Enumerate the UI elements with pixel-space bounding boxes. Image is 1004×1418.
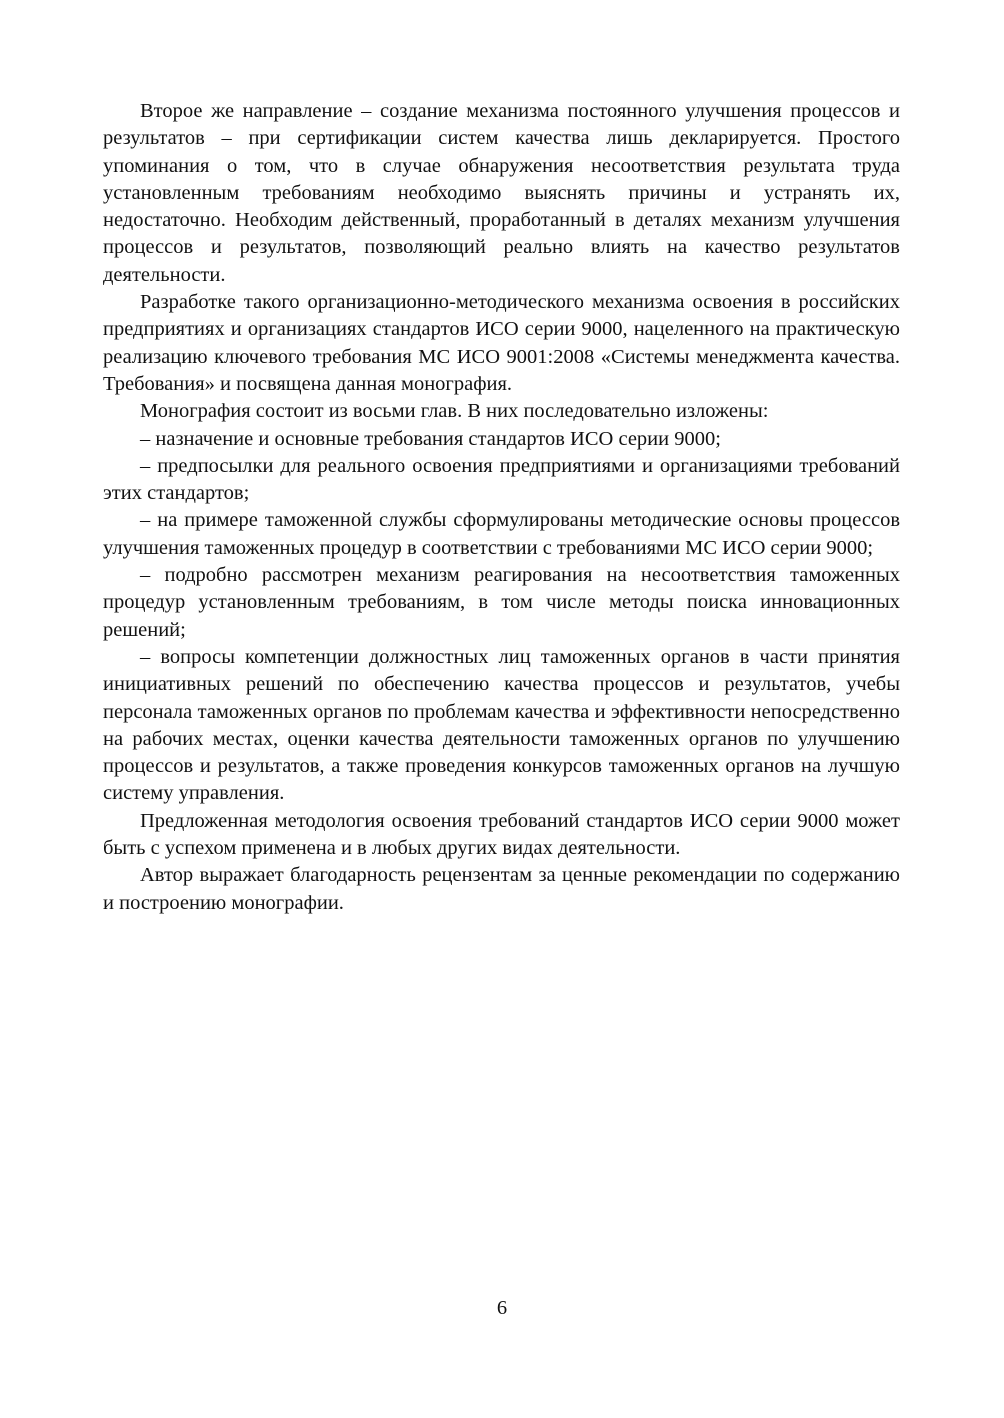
list-item-customs-methods: – на примере таможенной службы сформулированы методические основы процессов улучшения таможенных процедур в соответствии с требованиями МС ИСО серии 9000; <box>103 509 900 559</box>
paragraph-acknowledgement: Автор выражает благодарность рецензентам за ценные рекомендации по содержанию и построению монографии. <box>103 864 900 914</box>
list-item-purpose-requirements: – назначение и основные требования стандартов ИСО серии 9000; <box>140 427 721 450</box>
list-item-nonconformity-response: – подробно рассмотрен механизм реагирования на несоответствия таможенных процедур установленным требованиям, в том числе методы поиска инновационных решений; <box>103 564 900 641</box>
list-item-competence-questions: – вопросы компетенции должностных лиц таможенных органов в части принятия инициативных решений по обеспечению качества процессов и результатов, учебы персонала таможенных органов по проблемам качества и эффективности непосредственно на рабочих местах, оценки качества деятельности таможенных органов по улучшению процессов и результатов, а также проведения конкурсов таможенных органов на лучшую систему управления. <box>103 645 900 805</box>
paragraph-structure-intro: Монография состоит из восьми глав. В них последовательно изложены: <box>140 400 769 423</box>
paragraph-second-direction: Второе же направление – создание механизма постоянного улучшения процессов и результатов – при сертификации систем качества лишь декларируется. Простого упоминания о том, что в случае обнаружения несоответствия результата труда установленным требованиям необходимо выяснять причины и устранять их, недостаточно. Необходим действенный, проработанный в деталях механизм улучшения процессов и результатов, позволяющий реально влиять на качество результатов деятельности. <box>103 100 900 286</box>
list-item-prerequisites: – предпосылки для реального освоения предприятиями и организациями требований этих стандартов; <box>103 454 900 505</box>
paragraph-methodology-applicability: Предложенная методология освоения требований стандартов ИСО серии 9000 может быть с успехом применена и в любых других видах деятельности. <box>103 809 900 860</box>
page-body <box>103 98 900 917</box>
page-number: 6 <box>496 1297 508 1319</box>
paragraph-monograph-purpose: Разработке такого организационно-методического механизма освоения в российских предприятиях и организациях стандартов ИСО серии 9000, нацеленного на практическую реализацию ключевого требования МС ИСО 9001:2008 «Системы менеджмента качества. Требования» и посвящена данная монография. <box>103 291 900 395</box>
